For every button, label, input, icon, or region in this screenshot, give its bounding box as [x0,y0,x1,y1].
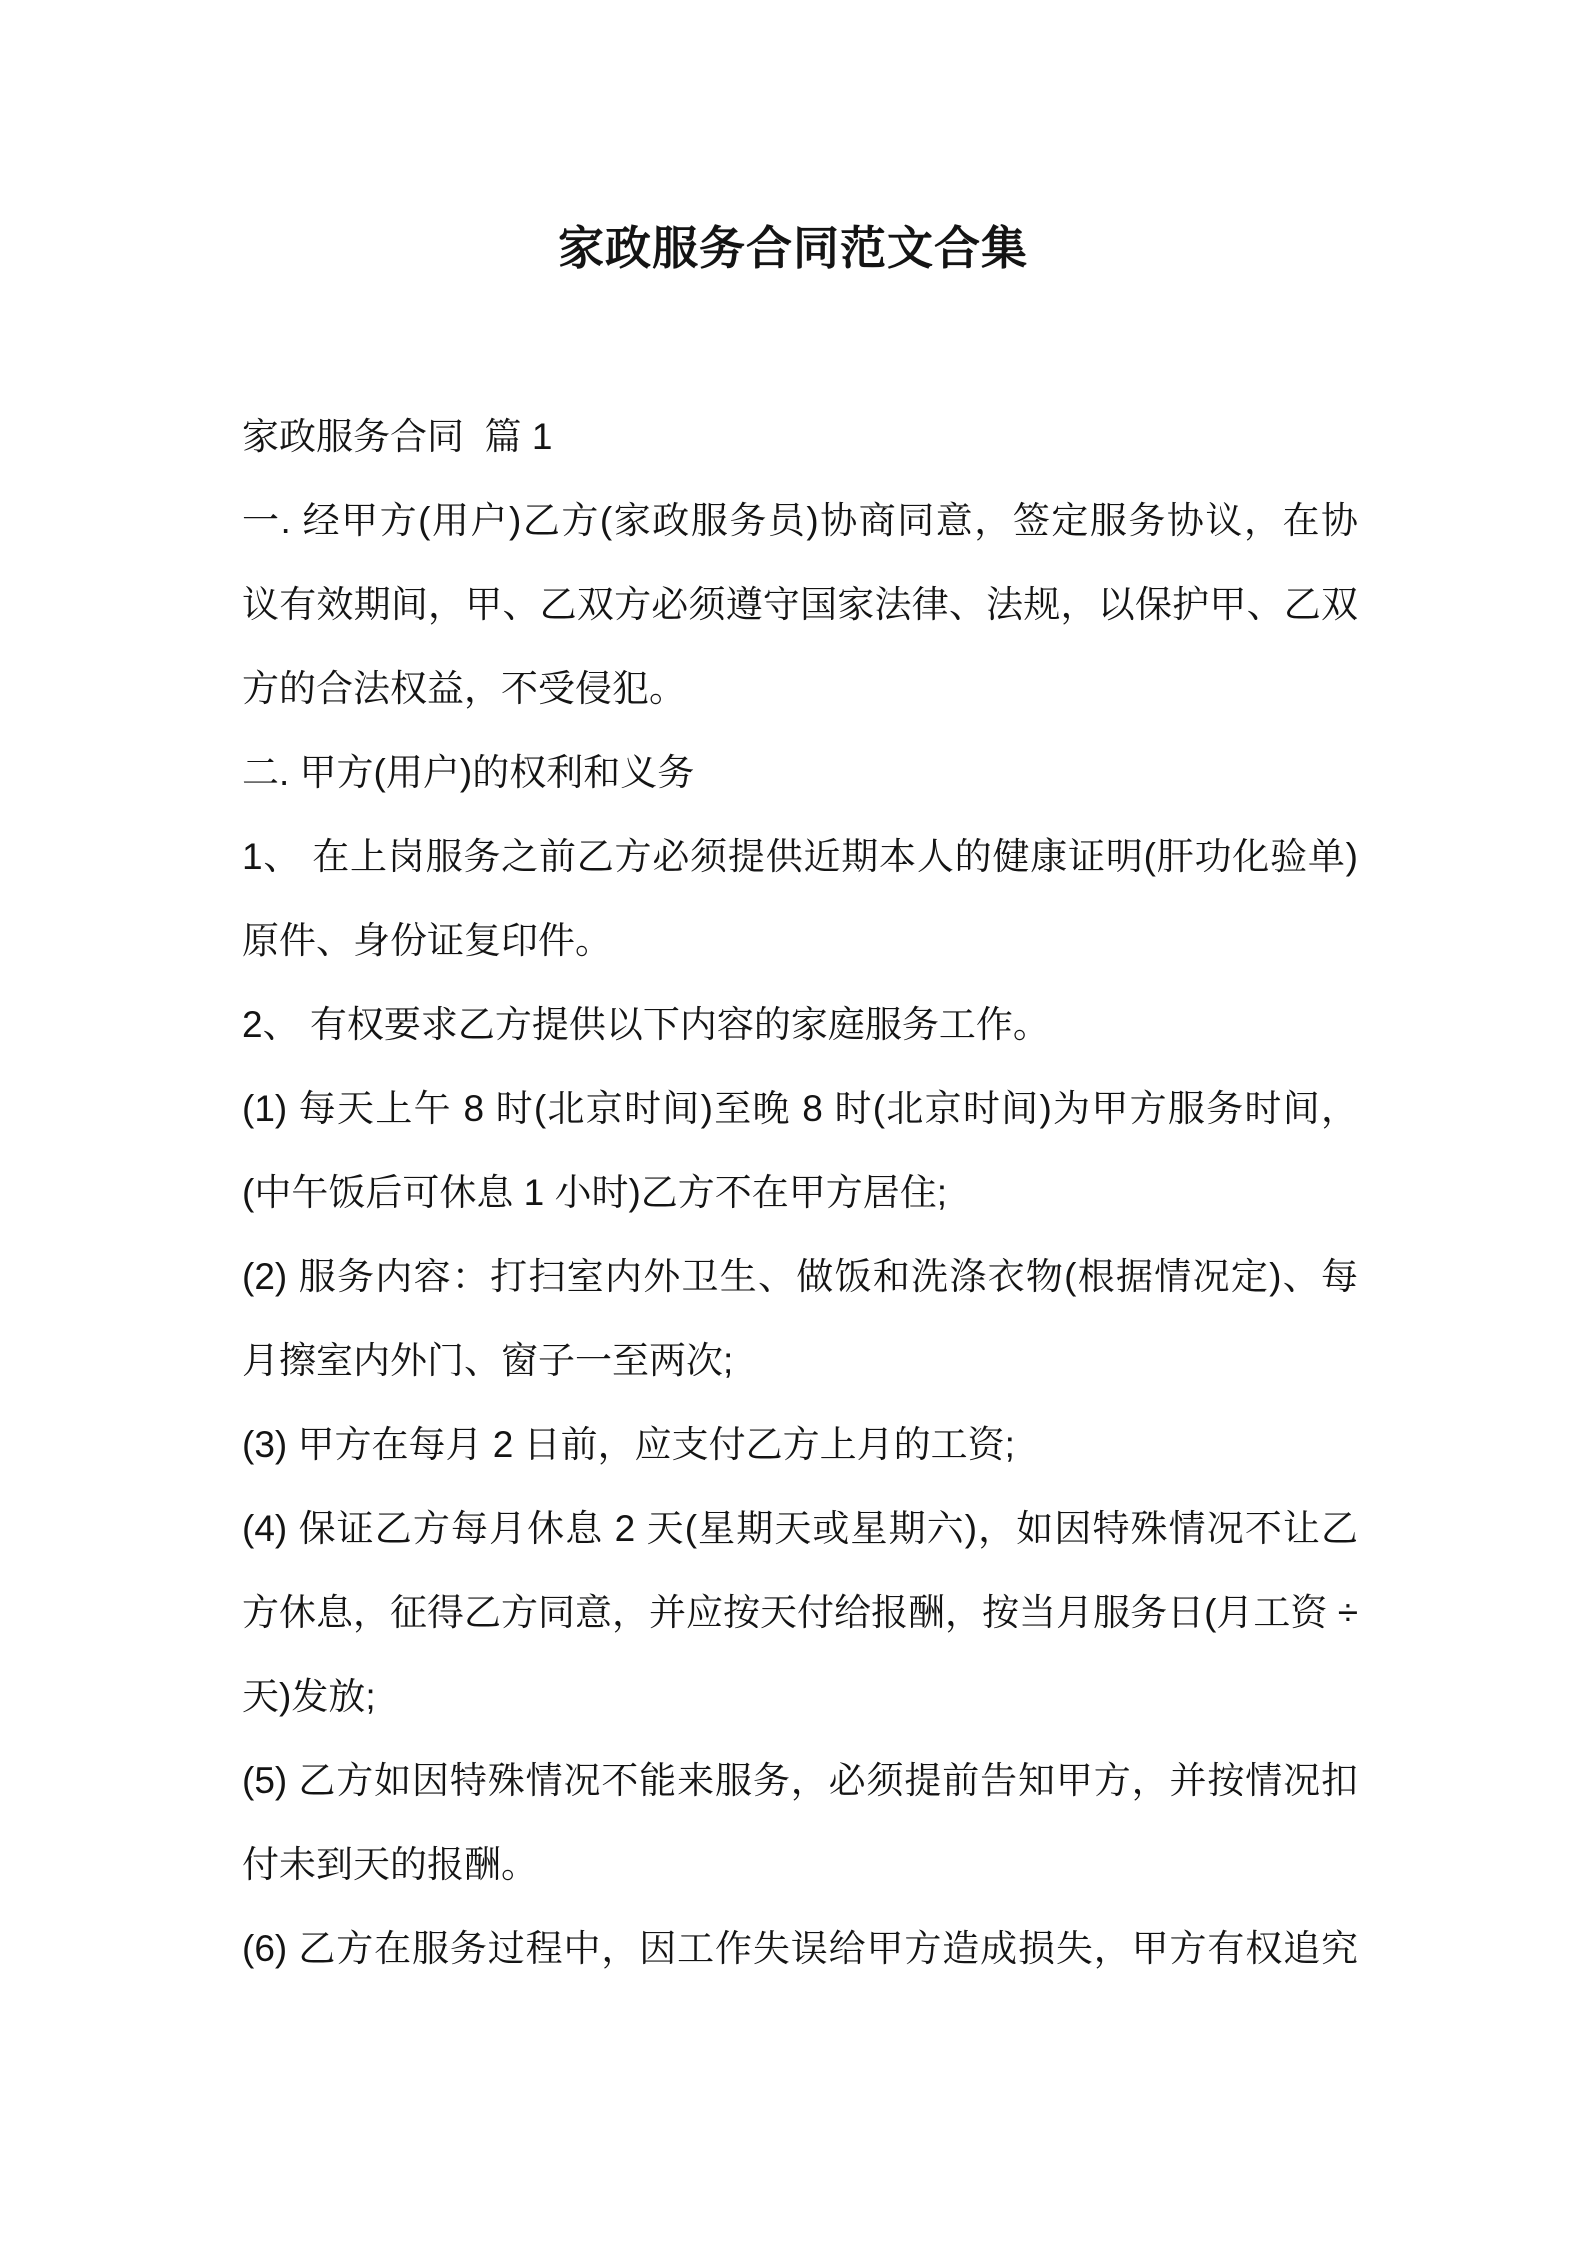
body-line: 二. 甲方(用户)的权利和义务 [242,752,695,793]
body-line: (2) 服务内容：打扫室内外卫生、做饭和洗涤衣物(根据情况定)、每 [242,1256,1358,1297]
doc-body [242,395,1358,1991]
body-line: 付未到天的报酬。 [242,1844,538,1885]
body-line: (5) 乙方如因特殊情况不能来服务，必须提前告知甲方，并按情况扣 [242,1760,1358,1801]
body-line: (6) 乙方在服务过程中，因工作失误给甲方造成损失，甲方有权追究 [242,1928,1358,1969]
doc-title: 家政服务合同范文合集 [558,222,1028,274]
body-line: (1) 每天上午 8 时(北京时间)至晚 8 时(北京时间)为甲方服务时间， [242,1088,1358,1129]
body-line: 议有效期间，甲、乙双方必须遵守国家法律、法规，以保护甲、乙双 [242,584,1358,625]
body-line: (3) 甲方在每月 2 日前，应支付乙方上月的工资; [242,1424,1015,1465]
body-line: 方的合法权益，不受侵犯。 [242,668,686,709]
body-line: 方休息，征得乙方同意，并应按天付给报酬，按当月服务日(月工资 ÷ [242,1592,1358,1633]
body-line: 天)发放; [242,1676,376,1717]
body-line: 2、 有权要求乙方提供以下内容的家庭服务工作。 [242,1004,1050,1045]
body-line: (4) 保证乙方每月休息 2 天(星期天或星期六)，如因特殊情况不让乙 [242,1508,1358,1549]
body-line: 月擦室内外门、窗子一至两次; [242,1340,734,1381]
body-line: (中午饭后可休息 1 小时)乙方不在甲方居住; [242,1172,948,1213]
body-line: 1、 在上岗服务之前乙方必须提供近期本人的健康证明(肝功化验单) [242,836,1358,877]
section-heading: 家政服务合同 篇 1 [242,416,553,457]
body-line: 一. 经甲方(用户)乙方(家政服务员)协商同意，签定服务协议，在协 [242,500,1358,541]
body-line: 原件、身份证复印件。 [242,920,612,961]
